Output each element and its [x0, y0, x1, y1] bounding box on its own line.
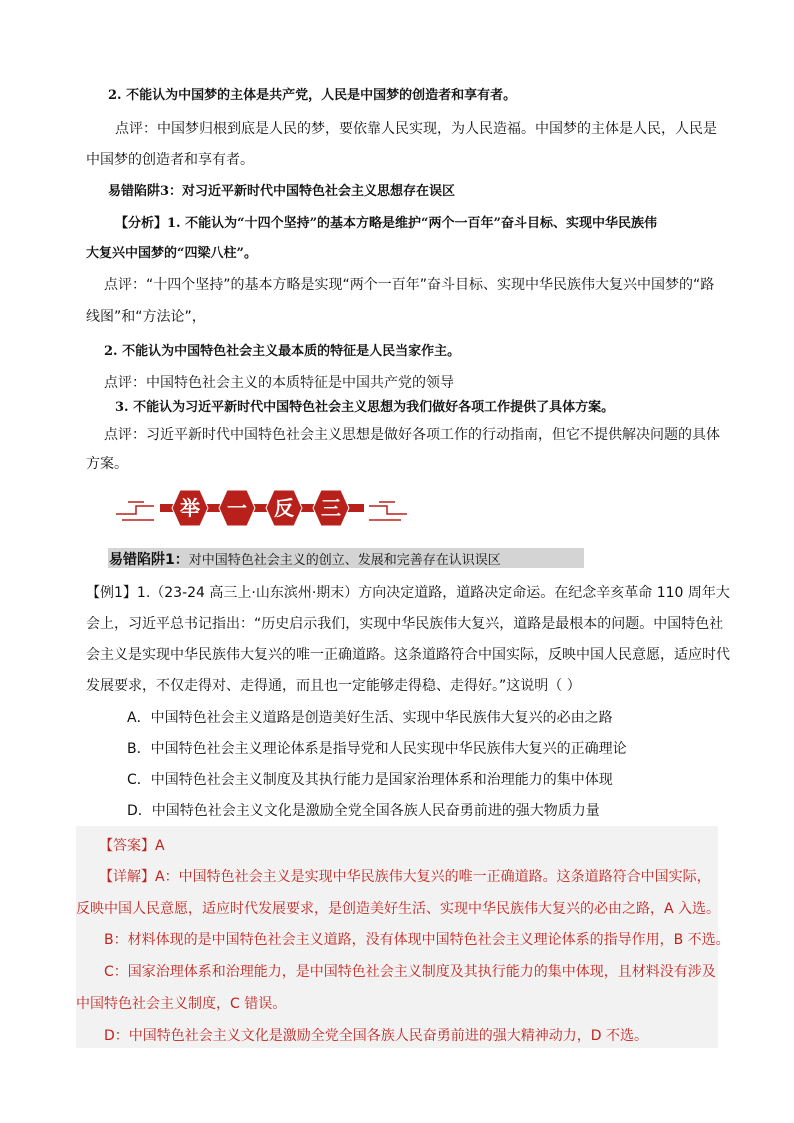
- comment-line: 中国梦的创造者和享有者。: [86, 152, 254, 168]
- comment-line: 点评：习近平新时代中国特色社会主义思想是做好各项工作的行动指南，但它不提供解决问题的具体: [104, 427, 720, 443]
- detail-line: D：中国特色社会主义文化是激励全党全国各族人民奋勇前进的强大精神动力，D 不选。: [104, 1028, 649, 1044]
- practice-banner: [114, 484, 409, 532]
- option-b: B．中国特色社会主义理论体系是指导党和人民实现中华民族伟大复兴的正确理论: [127, 741, 627, 757]
- question-line: 【例1】1.（23-24 高三上·山东滨州·期末）方向决定道路，道路决定命运。在纪念辛亥革命 110 周年大: [86, 585, 730, 601]
- analysis-line: 【分析】1. 不能认为“十四个坚持”的基本方略是维护“两个一百年”奋斗目标、实现中华民族伟: [115, 216, 658, 231]
- banner-char: 举: [180, 496, 200, 520]
- analysis-line: 大复兴中国梦的“四梁八柱”。: [86, 246, 257, 261]
- trap3-text: 对习近平新时代中国特色社会主义思想存在误区: [182, 184, 456, 199]
- comment-line: 点评：“十四个坚持”的基本方略是实现“两个一百年”奋斗目标、实现中华民族伟大复兴中国梦的“路: [104, 277, 715, 293]
- detail-line: C：国家治理体系和治理能力，是中国特色社会主义制度及其执行能力的集中体现，且材料没有涉及: [104, 964, 716, 980]
- banner-char: 三: [321, 496, 341, 520]
- trap1-text: 对中国特色社会主义的创立、发展和完善存在认识误区: [188, 553, 501, 568]
- trap2-point2: 2. 不能认为中国梦的主体是共产党，人民是中国梦的创造者和享有者。: [108, 88, 517, 103]
- comment-line: 点评：中国特色社会主义的本质特征是中国共产党的领导: [104, 375, 454, 391]
- trap1-label: 易错陷阱1：: [109, 552, 189, 568]
- answer-label: 【答案】A: [99, 838, 165, 854]
- comment-line: 点评：中国梦归根到底是人民的梦，要依靠人民实现，为人民造福。中国梦的主体是人民，人民是: [115, 121, 717, 137]
- analysis-line: 2. 不能认为中国特色社会主义最本质的特征是人民当家作主。: [104, 344, 461, 359]
- option-a: A．中国特色社会主义道路是创造美好生活、实现中华民族伟大复兴的必由之路: [127, 710, 613, 726]
- question-line: 会上，习近平总书记指出：“历史启示我们，实现中华民族伟大复兴，道路是最根本的问题。中国特色社: [86, 616, 724, 632]
- detail-line: 【详解】A：中国特色社会主义是实现中华民族伟大复兴的唯一正确道路。这条道路符合中国实际，: [99, 869, 711, 885]
- detail-line: 反映中国人民意愿，适应时代发展要求，是创造美好生活、实现中华民族伟大复兴的必由之路，A 入选。: [76, 901, 721, 917]
- analysis-line: 3. 不能认为习近平新时代中国特色社会主义思想为我们做好各项工作提供了具体方案。: [115, 400, 615, 415]
- question-line: 会主义是实现中华民族伟大复兴的唯一正确道路。这条道路符合中国实际，反映中国人民意愿，适应时代: [86, 647, 730, 663]
- comment-line: 方案。: [86, 456, 128, 472]
- question-line: 发展要求，不仅走得对、走得通，而且也一定能够走得稳、走得好。”这说明（ ）: [86, 678, 581, 694]
- banner-char: 反: [274, 496, 294, 520]
- detail-line: 中国特色社会主义制度，C 错误。: [76, 996, 287, 1012]
- detail-line: B：材料体现的是中国特色社会主义道路，没有体现中国特色社会主义理论体系的指导作用，B 不选。: [104, 932, 730, 948]
- trap1-heading: [109, 549, 501, 569]
- comment-line: 线图”和“方法论”，: [86, 309, 206, 325]
- banner-char: 一: [227, 496, 247, 520]
- trap3-heading: [108, 180, 455, 199]
- trap3-label: 易错陷阱3：: [108, 184, 183, 199]
- option-c: C．中国特色社会主义制度及其执行能力是国家治理体系和治理能力的集中体现: [127, 772, 613, 788]
- option-d: D．中国特色社会主义文化是激励全党全国各族人民奋勇前进的强大物质力量: [127, 803, 600, 819]
